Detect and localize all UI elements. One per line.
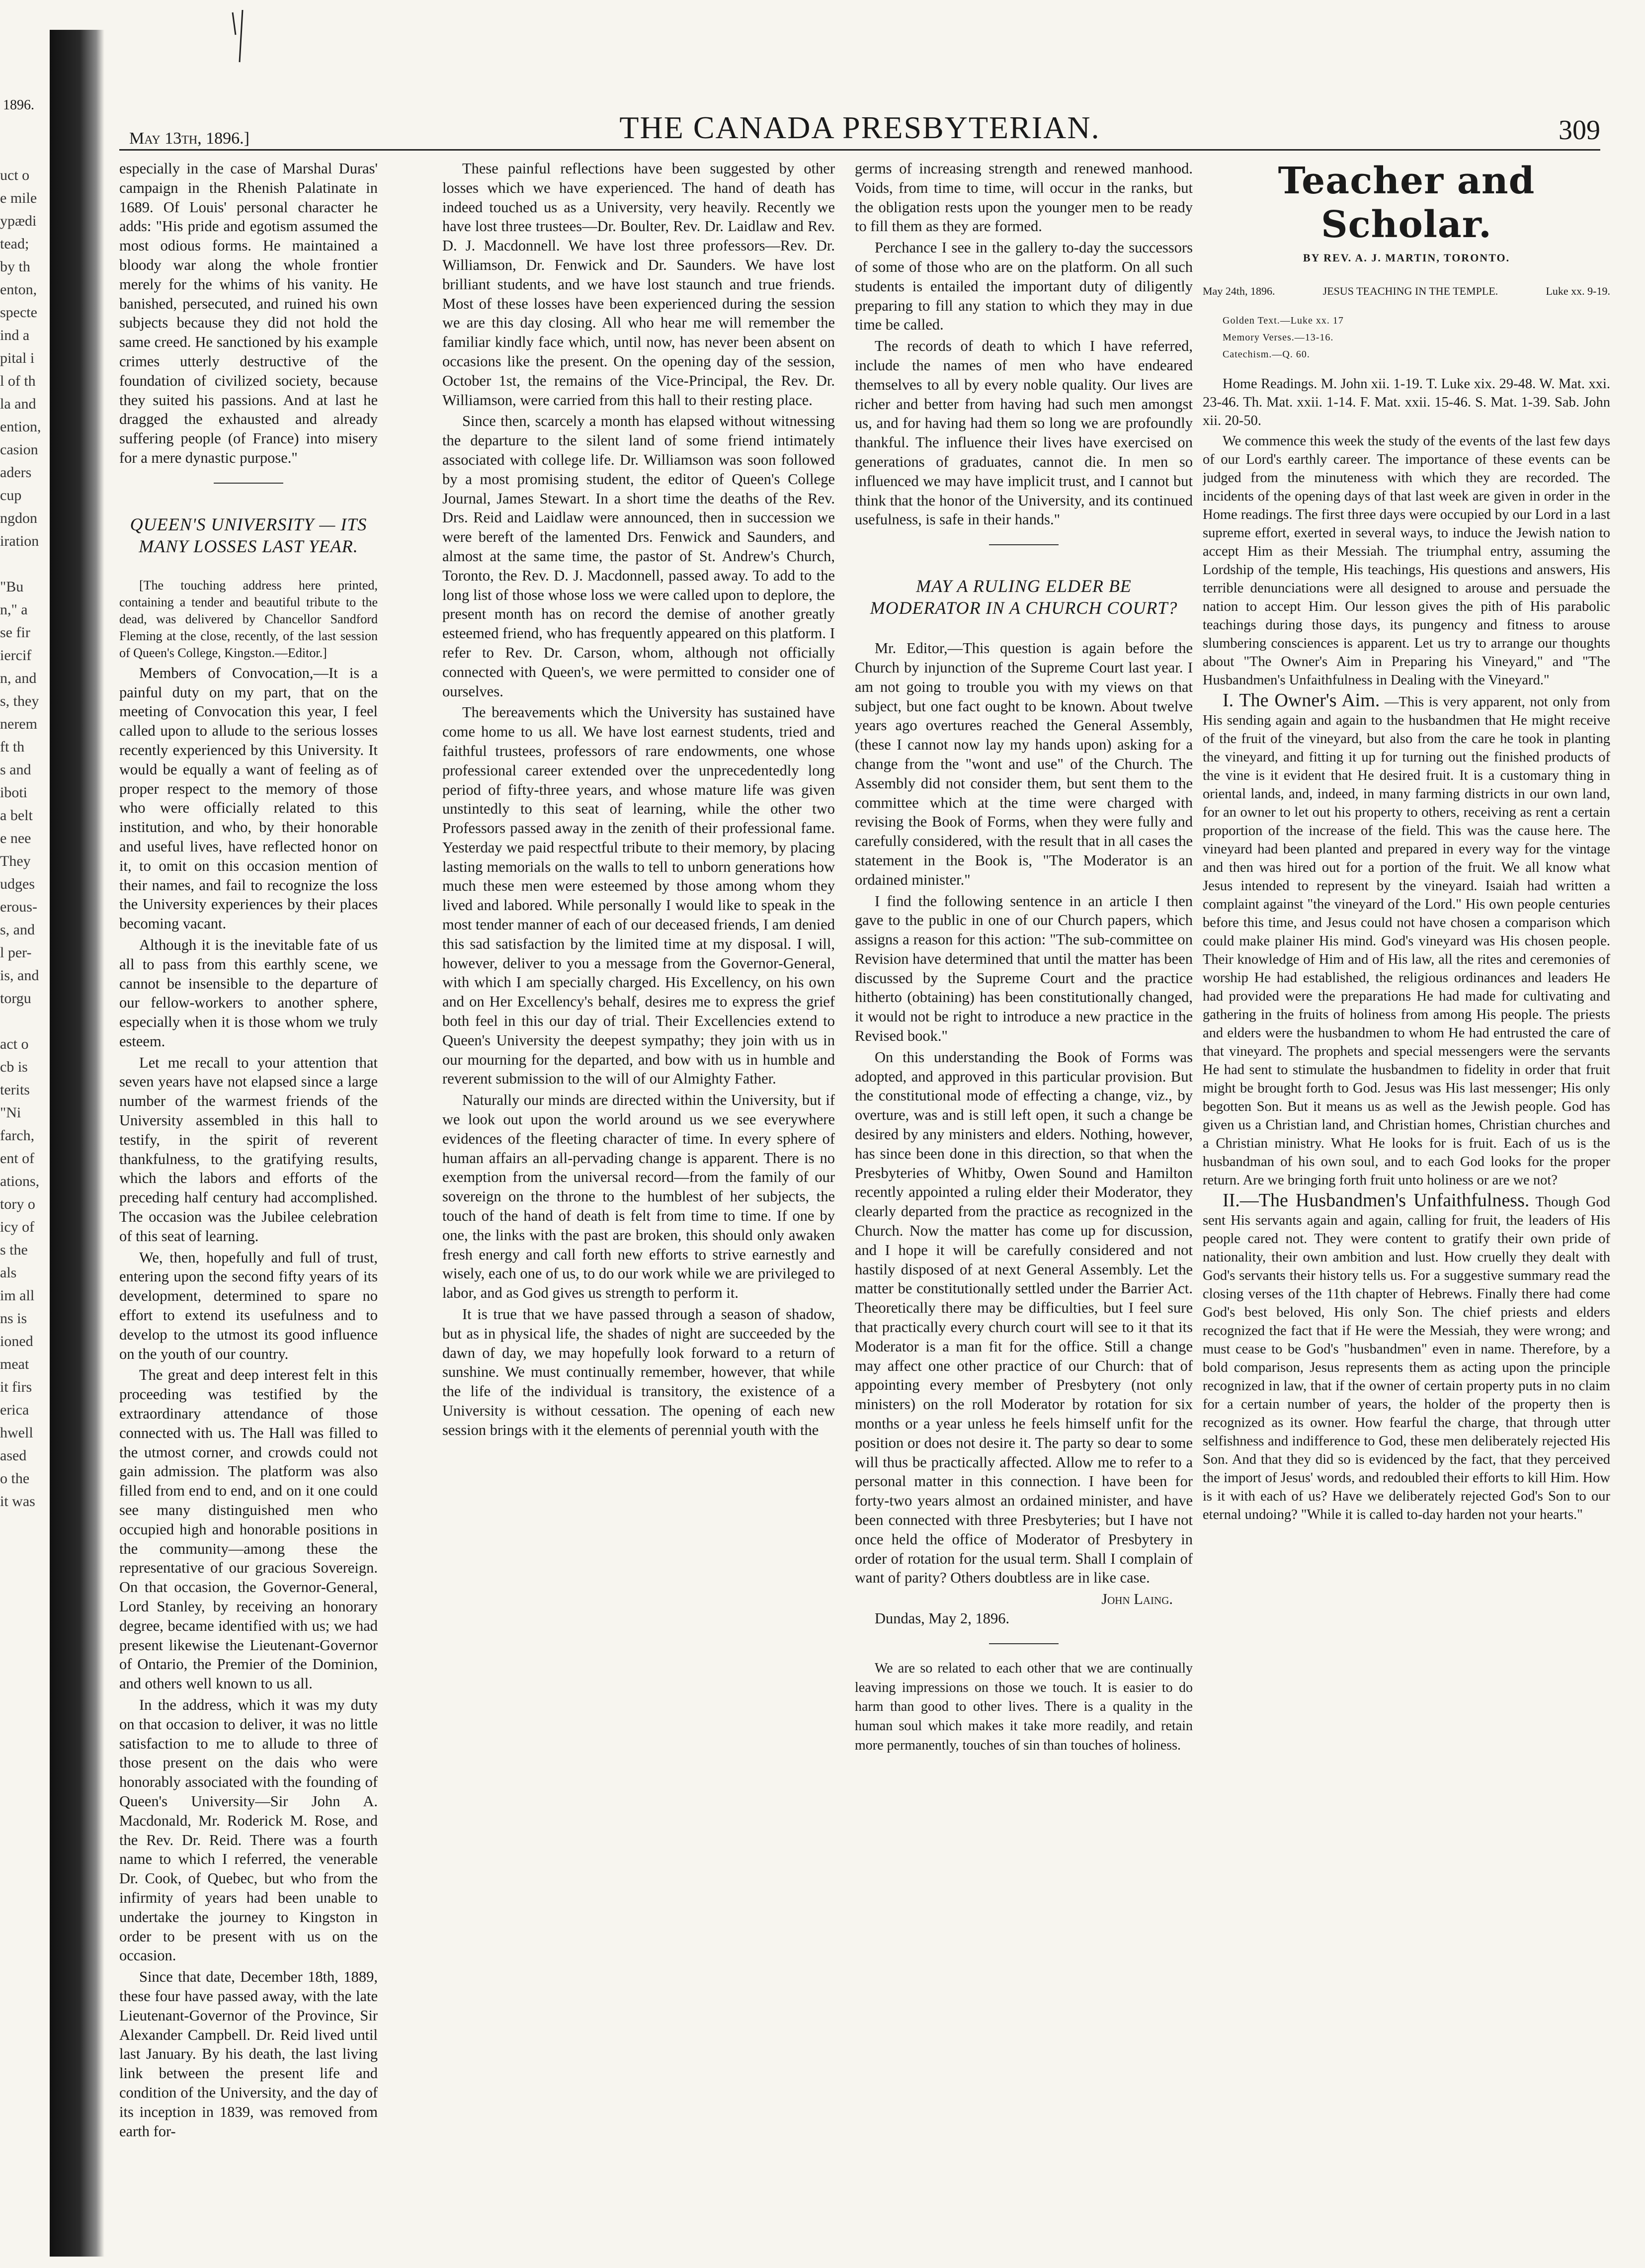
gutter-fragment: ations, bbox=[0, 1173, 40, 1189]
section-title: Teacher and Scholar. bbox=[1278, 160, 1535, 246]
gutter-fragment: it firs bbox=[0, 1379, 32, 1395]
gutter-fragment: e mile bbox=[0, 190, 37, 206]
gutter-fragment: farch, bbox=[0, 1127, 35, 1144]
gutter-fragment: cup bbox=[0, 487, 22, 504]
gutter-fragments bbox=[0, 164, 50, 1513]
byline: BY REV. A. J. MARTIN, TORONTO. bbox=[1303, 252, 1510, 264]
gutter-fragment: cb is bbox=[0, 1059, 28, 1075]
paragraph: Members of Convocation,—It is a painful duty on my part, that on the meeting of Convocation this year, I feel called upon to allude to the serious losses recently experienced by this University. It would be equally a want of feeling as of proper respect to the memory of those who were officially related to this institution, and who, by their honorable and useful lives, have reflected honor on it, to omit on this occasion mention of their names, and fail to recognize the loss the University experiences by their places becoming vacant. bbox=[119, 664, 378, 932]
gutter-fragment: icy of bbox=[0, 1219, 35, 1235]
subheading: I. The Owner's Aim. bbox=[1223, 690, 1380, 711]
column-1 bbox=[119, 159, 378, 2237]
paragraph: Mr. Editor,—This question is again before the Church by injunction of the Supreme Court last year. I am not going to trouble you with my views on that subject, but one fact ought to be known. About twelve years ago overtures reached the General Assembly, (these I cannot now lay my hands upon) asking for a change from the "wont and use" of the Church. The Assembly did not consider them, but sent them to the committee which at the time were charged with revising the Book of Forms, when they were fully and carefully considered, with the result that in all cases the statement in the Book is, "The Moderator is an ordained minister." bbox=[855, 640, 1193, 888]
lesson-title: JESUS TEACHING IN THE TEMPLE. bbox=[1322, 285, 1498, 297]
gutter-fragment: ypædi bbox=[0, 213, 37, 229]
gutter-fragment: s and bbox=[0, 761, 31, 778]
gutter-fragment: la and bbox=[0, 396, 36, 412]
gutter-fragment: meat bbox=[0, 1356, 29, 1372]
separator bbox=[214, 483, 283, 484]
paragraph: On this understanding the Book of Forms was adopted, and approved in this particular provision. But the constitutional mode of effecting a change, viz., by overture, was and is still left open, it such a change be desired by any ministers and elders. Nothing, however, has since been done in this direction, so that when the Presbyteries of Whitby, Owen Sound and Hamilton recently appointed a ruling elder their Moderator, they clearly departed from the practice as recognized in the Church. Now the matter has come up for discussion, and I hope it will be carefully considered and not hastily disposed of at next General Assembly. Let the matter be constitutionally settled under the Barrier Act. Theoretically there may be difficulties, but I feel sure that practically every church court will see to it that its Moderator is a man fit for the office. Still a change may affect one other practice of our Church: that of appointing every member of Presbytery (not only ministers) on the roll Moderator by rotation for six months or a year unless he feels himself unfit for the position or does not desire it. The party so dear to some will thus be practically affected. Allow me to refer to a personal matter in this connection. I have been for forty-two years almost an ordained minister, and have been connected with three Presbyteries; but I have not once held the office of Moderator of Presbytery in order of rotation for the usual term. Shall I complain of want of parity? Others doubtless are in like case. bbox=[855, 1048, 1193, 1587]
gutter-fragment: uct o bbox=[0, 167, 30, 183]
gutter-fragment: l per- bbox=[0, 944, 32, 961]
gutter-fragment bbox=[0, 553, 50, 576]
gutter-fragment bbox=[0, 1010, 50, 1033]
gutter-fragment: iercif bbox=[0, 647, 32, 664]
header-rule bbox=[119, 149, 1600, 151]
gutter-fragment: tory o bbox=[0, 1196, 35, 1212]
section-owners-aim bbox=[1203, 691, 1610, 1189]
catechism: Catechism.—Q. 60. bbox=[1223, 349, 1310, 360]
gutter-fragment: iration bbox=[0, 533, 39, 549]
separator bbox=[989, 544, 1059, 545]
gutter-fragment: e nee bbox=[0, 830, 31, 846]
gutter-fragment: als bbox=[0, 1264, 17, 1281]
gutter-fragment: se fir bbox=[0, 624, 30, 641]
gutter-fragment: ft th bbox=[0, 739, 25, 755]
gutter-fragment: s, and bbox=[0, 922, 35, 938]
article-continuation: especially in the case of Marshal Duras' campaign in the Rhenish Palatinate in 1689. Of Louis' personal character he adds: "His pride and egotism assumed the most odious forms. He maintained a bloody war along the whole frontier merely for the whims of his vanity. He banished, persecuted, and ruined his own subjects because they did not hold the same creed. He sanctioned by his example crimes utterly destructive of the foundation of civilized society, because they suited his passions. And at last he dragged the exhausted and already suffering people (of France) into misery for a mere dynastic purpose." bbox=[119, 160, 378, 466]
gutter-fragment: ention, bbox=[0, 419, 41, 435]
gutter-fragment: iboti bbox=[0, 784, 28, 801]
paragraph: The great and deep interest felt in this proceeding was testified by the extraordinary attendance of those connected with us. The Hall was filled to the utmost corner, and crowds could not gain admission. The platform was also filled from end to end, and on it one could see many distinguished men who occupied high and honorable positions in the community—among these the representative of our gracious Sovereign. On that occasion, the Governor-General, Lord Stanley, by receiving an honorary degree, became identified with us; we had present likewise the Lieutenant-Governor of Ontario, the Premier of the Dominion, and others well known to us all. bbox=[119, 1366, 378, 1692]
subheading: II.—The Husbandmen's Unfaithfulness. bbox=[1223, 1190, 1530, 1211]
closing-note: We are so related to each other that we are continually leaving impressions on those we touch. It is easier to do harm than good to other lives. There is a quality in the human soul which makes it take more readily, and retain more permanently, touches of sin than touches of holiness. bbox=[855, 1660, 1193, 1753]
column-2 bbox=[442, 159, 835, 2237]
gutter-fragment: hwell bbox=[0, 1425, 33, 1441]
home-readings: Home Readings. M. John xii. 1-19. T. Luke xix. 29-48. W. Mat. xxi. 23-46. Th. Mat. xxii. 1-14. F. Mat. xxii. 15-46. S. Mat. 1-39. Sab. John xii. 20-50. bbox=[1203, 376, 1610, 428]
gutter-fragment: by th bbox=[0, 258, 30, 275]
lesson-intro: We commence this week the study of the events of the last few days of our Lord's earthly career. The importance of these events can be judged from the minuteness with which they are recorded. The incidents of the opening days of that last week are given in order in the Home readings. The first three days were occupied by our Lord in a last supreme effort, exerted in several ways, to induce the Jewish nation to accept Him as their Messiah. The triumphal entry, assuming the Lordship of the temple, His teachings, His questions and answers, His terrible denunciations were all designed to arouse and persuade the nation to accept Him. Our lesson gives the pith of His parabolic teachings during those days, its pungency and fitness to arouse slumbering consciences is apparent. Let us try to arrange our thoughts about "The Owner's Aim in Preparing his Vineyard," and "The Husbandmen's Unfaithfulness in Dealing with the Vineyard." bbox=[1203, 433, 1610, 688]
binding-gutter bbox=[50, 30, 104, 2257]
gutter-fragment: ent of bbox=[0, 1150, 35, 1167]
article-heading-queens: QUEEN'S UNIVERSITY — ITS MANY LOSSES LAST YEAR. bbox=[130, 514, 367, 556]
paragraph: The bereavements which the University has sustained have come home to us all. We have lost earnest students, tried and faithful trustees, professors of rare endowments, one whose professional career extended over the unprecedentedly long period of fifty-three years, and whose mature life was given unstintedly to this seat of learning, while the other two Professors passed away in the zenith of their professional fame. Yesterday we paid respectful tribute to their memory, by placing lasting memorials on the walls to tell to unborn generations how much these men were esteemed by those among whom they lived and labored. While personally I would like to speak in the most tender manner of each of our deceased friends, I am denied this sad satisfaction by the limited time at my disposal. I will, however, deliver to you a message from the Governor-General, with which I am specially charged. His Excellency, on his own and on Her Excellency's behalf, desires me to express the grief both feel in this our day of trial. Their Excellencies extend to Queen's University the deepest sympathy; they join with us in our mourning for the departed, and bow with us in humble and reverent submission to the will of our Almighty Father. bbox=[442, 704, 835, 1088]
gutter-fragment: "Ni bbox=[0, 1104, 21, 1121]
golden-text: Golden Text.—Luke xx. 17 bbox=[1223, 315, 1344, 326]
gutter-fragment: ngdon bbox=[0, 510, 37, 526]
lesson-reference: Luke xx. 9-19. bbox=[1546, 285, 1610, 297]
column-3 bbox=[855, 159, 1193, 2237]
paragraph: It is true that we have passed through a season of shadow, but as in physical life, the shades of night are succeeded by the dawn of day, we may hopefully look forward to a return of sunshine. We must continually remember, however, that while the life of the individual is transitory, the existence of a University is without cessation. The opening of each new session brings with it the elements of perennial youth with the bbox=[442, 1306, 835, 1438]
paragraph: Let me recall to your attention that seven years have not elapsed since a large number of the warmest friends of the University assembled in this hall to testify, in the spirit of reverent thankfulness, to the gratifying results, which the labors and efforts of the preceding half century had accomplished. The occasion was the Jubilee celebration of this seat of learning. bbox=[119, 1054, 378, 1245]
gutter-fragment: terits bbox=[0, 1082, 30, 1098]
article-heading-ruling-elder: MAY A RULING ELDER BE MODERATOR IN A CHURCH COURT? bbox=[870, 576, 1178, 618]
gutter-fragment: s the bbox=[0, 1242, 28, 1258]
paragraph: Although it is the inevitable fate of us all to pass from this earthly scene, we cannot be insensible to the departure of our fellow-workers to another sphere, especially when it is those whom we truly esteem. bbox=[119, 936, 378, 1050]
ink-mark bbox=[229, 10, 248, 65]
gutter-fragment: s, they bbox=[0, 693, 39, 709]
signature: John Laing. bbox=[1101, 1591, 1173, 1608]
gutter-fragment: n," a bbox=[0, 601, 28, 618]
paragraph: —This is very apparent, not only from His sending again and again to the husbandmen that He might receive of the fruit of the vineyard, but also from the care he took in planting the vineyard, and fitting it up for turning out the finished products of the vine is it evident that He desired fruit. It is a customary thing in oriental lands, and, indeed, in many farming districts in our own land, for an owner to let out his property to others, receiving as rent a certain proportion of the increase of the field. This was the cause here. The vineyard had been planted and prepared in every way for the vintage and then was hired out for a portion of the fruit. We all know what Jesus intended to represent by the vineyard. Isaiah had written a complaint against "the vineyard of the Lord." His own people centuries before this time, and Jesus could not have chosen a comparison which could make plainer His mind. God's vineyard was His chosen people. Their knowledge of Him and of His law, all the rites and ceremonies of worship He had established, the religious ordinances and leaders He had provided were the preparations He had made for cultivating and gathering in the fruits of holiness from among His people. The priests and elders were the husbandmen to whom He had entrusted the care of that vineyard. The prophets and special messengers were the servants He had sent to stimulate the husbandmen to fidelity in order that fruit might be brought forth to God. Jesus was His last messenger; His only begotten Son. But it means us as well as the Jewish people. God has given us a Christian land, and Christian homes, Christian churches and a Christian ministry. What He looks for is fruit. Each of us is the husbandman of his own soul, and to each God looks for the proper return. Are we bringing forth fruit unto holiness or are we not? bbox=[1203, 694, 1610, 1188]
gutter-fragment: act o bbox=[0, 1036, 29, 1052]
memory-verses: Memory Verses.—13-16. bbox=[1223, 332, 1334, 343]
masthead-title: THE CANADA PRESBYTERIAN. bbox=[619, 110, 1100, 145]
gutter-fragment: l of th bbox=[0, 373, 36, 389]
lesson-header bbox=[1203, 282, 1610, 300]
paragraph: Since that date, December 18th, 1889, these four have passed away, with the late Lieutenant-Governor of the Province, Sir Alexander Campbell. Dr. Reid lived until last January. By his death, the last living link between the present life and condition of the University, and the day of its inception in 1839, was removed from earth for- bbox=[119, 1968, 378, 2140]
gutter-fragment: n, and bbox=[0, 670, 37, 686]
separator bbox=[989, 1643, 1059, 1644]
gutter-fragment: They bbox=[0, 853, 31, 869]
page-number: 309 bbox=[1559, 115, 1600, 146]
gutter-fragment: o the bbox=[0, 1470, 30, 1487]
gutter-fragment: erica bbox=[0, 1402, 29, 1418]
column-4 bbox=[1203, 159, 1610, 2237]
gutter-fragment: ioned bbox=[0, 1333, 33, 1349]
paragraph: Though God sent His servants again and again, calling for fruit, the leaders of His people cared not. They were content to gratify their own pride of nationality, their own ambition and lust. How cruelly they dealt with God's servants their history tells us. For a suggestive summary read the closing verses of the 11th chapter of Hebrews. Finally there had come God's best beloved, His only Son. The chief priests and elders recognized the fact that if He were the Messiah, they were wrong; and must cease to be God's "husbandmen" even in name. Therefore, by a bold comparison, Jesus represents them as acting upon the principle recognized in law, that if the owner of certain property puts in no claim for a certain number of years, the holder of the property then is recognized as its owner. How fearful the charge, that through utter selfishness and indifference to God, these men deliberately rejected His Son. And that they did so is evidenced by the fact, that they perceived the import of Jesus' words, and redoubled their efforts to kill Him. How is it with each of us? Have we deliberately rejected God's Son to our eternal undoing? "While it is called to-day harden not your hearts." bbox=[1203, 1194, 1610, 1522]
paragraph: In the address, which it was my duty on that occasion to deliver, it was no little satisfaction to me to allude to three of those present on the dais who were honorably associated with the founding of Queen's University—Sir John A. Macdonald, Mr. Roderick M. Rose, and the Rev. Dr. Reid. There was a fourth name to which I referred, the venerable Dr. Cook, of Quebec, but who from the infirmity of years had been unable to undertake the journey to Kingston in order to be present with us on the occasion. bbox=[119, 1696, 378, 1964]
gutter-fragment: is, and bbox=[0, 967, 39, 984]
gutter-fragment: a belt bbox=[0, 807, 33, 824]
lesson-date: May 24th, 1896. bbox=[1203, 285, 1275, 297]
paragraph: These painful reflections have been suggested by other losses which we have experienced. The hand of death has indeed touched us as a University, very heavily. Recently we have lost three trustees—Dr. Boulter, Rev. Dr. Laidlaw and Rev. D. J. Macdonnell. We have lost three professors—Rev. Dr. Williamson, Dr. Fenwick and Dr. Saunders. We have lost brilliant students, and we have lost staunch and true friends. Most of these losses have been experienced during the session we are this day closing. All who hear me will remember the familiar kindly face which, until now, has never been absent on occasions like the present. On the opening day of the session, October 1st, the remains of the Vice-Principal, the Rev. Dr. Williamson, were carried from this hall to their resting place. bbox=[442, 160, 835, 409]
gutter-fragment: aders bbox=[0, 464, 32, 481]
editor-intro: [The touching address here printed, containing a tender and beautiful tribute to the dead, was delivered by Chancellor Sandford Fleming at the close, recently, of the last session of Queen's College, Kingston.—Editor.] bbox=[119, 578, 378, 660]
gutter-fragment: ased bbox=[0, 1447, 27, 1464]
paragraph: germs of increasing strength and renewed manhood. Voids, from time to time, will occur in the ranks, but the obligation rests upon the younger men to be ready to fill them as they are formed. bbox=[855, 160, 1193, 235]
header-date: May 13th, 1896.] bbox=[129, 129, 250, 148]
gutter-fragment: udges bbox=[0, 876, 35, 892]
paragraph: I find the following sentence in an article I then gave to the public in one of our Church papers, which assigns a reason for this action: "The sub-committee on Revision have determined that until the matter has been discussed by the Supreme Court and the practice hitherto (obtaining) has been constitutionally changed, it would not be right to introduce a new practice in the Revised book." bbox=[855, 892, 1193, 1045]
paragraph: Since then, scarcely a month has elapsed without witnessing the departure to the silent land of some friend intimately associated with college life. Dr. Williamson was soon followed by a most promising student, the editor of Queen's College Journal, James Stewart. In a short time the deaths of the Rev. Drs. Reid and Laidlaw were announced, then in succession we were bereft of the lamented Drs. Fenwick and Saunders, and almost at the same time, the pastor of St. Andrew's Church, Toronto, the Rev. D. J. Macdonnell, passed away. To add to the long list of those whose loss we were called upon to deplore, the present month has on record the demise of another greatly esteemed friend, who has frequently appeared on this platform. I refer to Rev. Dr. Carson, whom, although not officially connected with Queen's, we were permitted to consider one of ourselves. bbox=[442, 413, 835, 700]
gutter-fragment: "Bu bbox=[0, 579, 24, 595]
gutter-fragment: torgu bbox=[0, 990, 31, 1007]
gutter-fragment: erous- bbox=[0, 899, 37, 915]
paragraph: Naturally our minds are directed within the University, but if we look out upon the world around us we see everywhere evidences of the fleeting character of time. In every sphere of human affairs an all-pervading change is apparent. There is no exemption from the universal record—from the family of our sovereign on the throne to the humblest of her subjects, the touch of the hand of death is felt from time to time. If one by one, the links with the past are broken, this should only awaken fresh energy and call forth new efforts to strive earnestly and wisely, each one of us, to do our work while we are privileged to labor, and as God gives us strength to perform it. bbox=[442, 1092, 835, 1302]
gutter-fragment: pital i bbox=[0, 350, 35, 366]
gutter-fragment: enton, bbox=[0, 281, 37, 298]
gutter-fragment: im all bbox=[0, 1287, 35, 1304]
gutter-fragment: casion bbox=[0, 441, 38, 458]
gutter-fragment: it was bbox=[0, 1493, 35, 1510]
page-header bbox=[119, 109, 1600, 154]
gutter-fragment: nerem bbox=[0, 716, 37, 732]
paragraph: The records of death to which I have referred, include the names of men who have endeared themselves to all by every noble quality. Our lives are richer and better from having had such men amongst us, and for having had them so long we are profoundly thankful. The influence their lives have exercised on generations of graduates, cannot die. In men so influenced we may have implicit trust, and I cannot but think that the honor of the University, and its continued usefulness, is safe in their hands." bbox=[855, 337, 1193, 528]
gutter-fragment: tead; bbox=[0, 236, 29, 252]
gutter-year: 1896. bbox=[3, 97, 34, 113]
gutter-fragment: specte bbox=[0, 304, 37, 321]
gutter-fragment: ns is bbox=[0, 1310, 27, 1327]
gutter-fragment: ind a bbox=[0, 327, 30, 343]
dateline: Dundas, May 2, 1896. bbox=[875, 1609, 1010, 1627]
section-husbandmen bbox=[1203, 1191, 1610, 1524]
paragraph: Perchance I see in the gallery to-day the successors of some of those who are on the platform. On all such students is entailed the important duty of diligently preparing to fill any station to which they may in due time be called. bbox=[855, 239, 1193, 334]
paragraph: We, then, hopefully and full of trust, entering upon the second fifty years of its development, determined to spare no effort to extend its usefulness and to develop to the utmost its good influence on the youth of our country. bbox=[119, 1249, 378, 1362]
